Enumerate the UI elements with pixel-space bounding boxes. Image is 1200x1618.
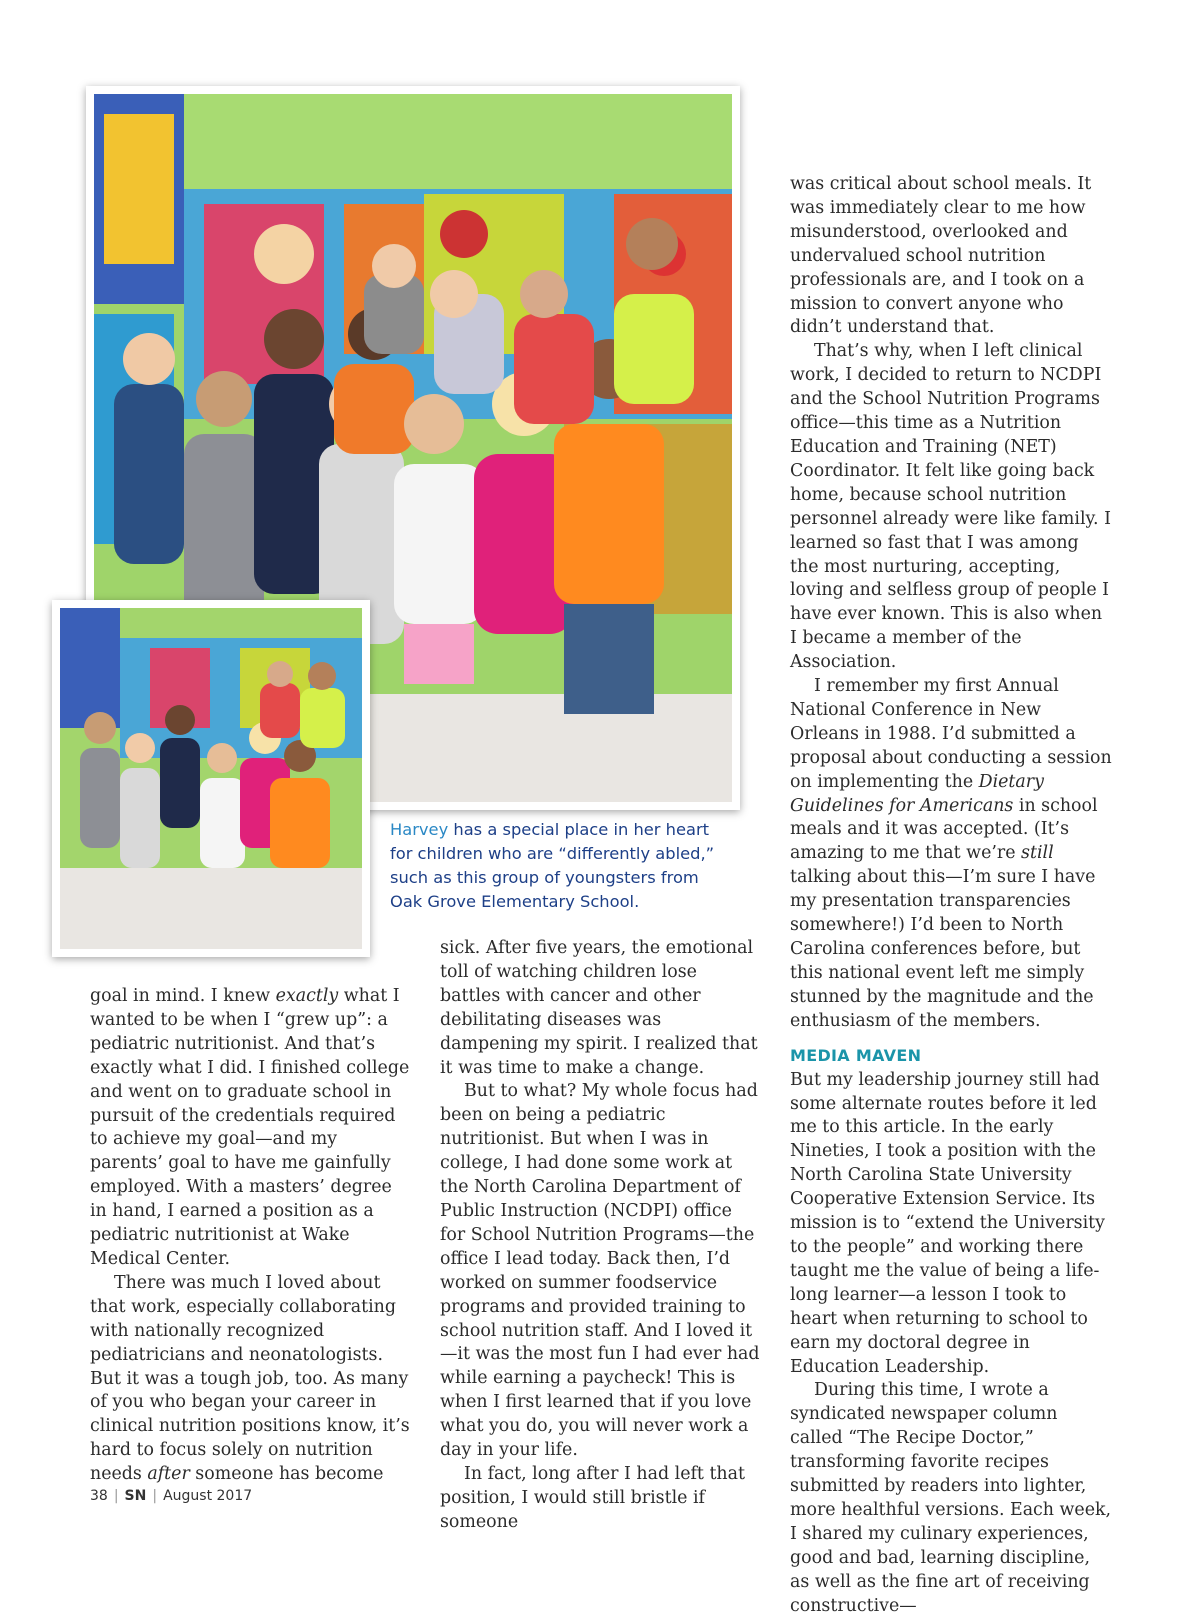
paragraph-text: There was much I loved about that work, especially collaborating with nationally recognized pediatricians and neonatologists. But it was a tough job, too. As many of you who began your career in clinical nutrition positions know, it’s hard to focus solely on nutrition needs (90, 1272, 410, 1485)
paragraph (790, 1069, 1112, 1380)
column-middle (440, 937, 762, 1535)
paragraph (790, 1379, 1112, 1618)
caption-lead: Harvey (390, 820, 449, 839)
column-right (790, 173, 1112, 1618)
paragraph-text: was critical about school meals. It was immediately clear to me how misunderstood, overlooked and undervalued school nutrition professionals are, and I took on a mission to convert anyone who didn’t understand that. (790, 174, 1092, 338)
photo-caption (390, 818, 730, 914)
paragraph (440, 937, 762, 1080)
paragraph-text: what I wanted to be when I “grew up”: a pediatric nutritionist. And that’s exactly what I did. I finished college and went on to graduate school in pursuit of the credentials required to achieve my goal—and my parents’ goal to have me gainfully employed. With a masters’ degree in hand, I earned a position as a pediatric nutritionist at Wake Medical Center. (90, 986, 410, 1269)
paragraph-text: someone has become (189, 1464, 384, 1485)
italic-text: still (1021, 843, 1054, 864)
footer-separator: | (152, 1488, 158, 1504)
issue-date: August 2017 (163, 1488, 253, 1504)
caption-text: has a special place in her heart for children who are “differently abled,” such as this group of youngsters from Oak Grove Elementary School. (390, 820, 715, 911)
page-number: 38 (90, 1488, 108, 1504)
paragraph-text: goal in mind. I knew (90, 986, 276, 1006)
column-right-top (790, 173, 1112, 1034)
paragraph-text: That’s why, when I left clinical work, I decided to return to NCDPI and the School Nutrition Programs office—this time as a Nutrition Education and Training (NET) Coordinator. It felt like going back home, because school nutrition personnel already were like family. I learned so fast that I was among the most nurturing, accepting, loving and selfless group of people I have ever known. This is also when I became a member of the Association. (790, 341, 1111, 673)
paragraph-text: in school meals and it was accepted. (It’s amazing to me that we’re (790, 795, 1098, 864)
page-footer (90, 1488, 252, 1504)
inset-photo-image (60, 608, 362, 949)
italic-text: after (147, 1464, 190, 1485)
paragraph-text: But my leadership journey still had some alternate routes before it led me to this article. In the early Nineties, I took a position with the North Carolina State University Cooperative Extension Service. Its mission is to “extend the University to the people” and working there taught me the value of being a life-long learner—a lesson I took to heart when returning to school to earn my doctoral degree in Education Leadership. (790, 1069, 1105, 1377)
section-heading: MEDIA MAVEN (790, 1045, 922, 1065)
paragraph (90, 1272, 412, 1487)
paragraph-text: But to what? My whole focus had been on being a pediatric nutritionist. But when I was in college, I had done some work at the North Carolina Department of Public Instruction (NCDPI) office for School Nutrition Programs—the office I lead today. Back then, I’d worked on summer foodservice programs and provided training to school nutrition staff. And I loved it—it was the most fun I had ever had while earning a paycheck! This is when I first learned that if you love what you do, you will never work a day in your life. (440, 1081, 760, 1461)
paragraph (90, 985, 412, 1272)
paragraph-text: I remember my first Annual National Conference in New Orleans in 1988. I’d submitted a proposal about conducting a session on implementing the (790, 676, 1112, 792)
inset-photo (52, 600, 370, 957)
italic-text: exactly (275, 986, 339, 1006)
paragraph-text: sick. After five years, the emotional toll of watching children lose battles with cancer and other debilitating diseases was dampening my spirit. I realized that it was time to make a change. (440, 938, 758, 1078)
column-left (90, 985, 412, 1487)
paragraph (790, 675, 1112, 1034)
magazine-name: SN (124, 1488, 147, 1504)
paragraph-text: During this time, I wrote a syndicated newspaper column called “The Recipe Doctor,” transforming favorite recipes submitted by readers into lighter, more healthful versions. Each week, I shared my culinary experiences, good and bad, learning discipline, as well as the fine art of receiving constructive— (790, 1380, 1112, 1616)
paragraph (440, 1080, 762, 1463)
paragraph (440, 1463, 762, 1535)
italic-text: Dietary Guidelines for Americans (790, 771, 1044, 816)
paragraph (790, 173, 1112, 340)
footer-separator: | (113, 1488, 119, 1504)
paragraph-text: In fact, long after I had left that position, I would still bristle if someone (440, 1463, 745, 1532)
paragraph (790, 340, 1112, 675)
paragraph-text: talking about this—I’m sure I have my presentation transparencies somewhere!) I’d been to North Carolina conferences before, but this national event left me simply stunned by the magnitude and the enthusiasm of the members. (790, 867, 1096, 1031)
column-right-bottom (790, 1069, 1112, 1618)
